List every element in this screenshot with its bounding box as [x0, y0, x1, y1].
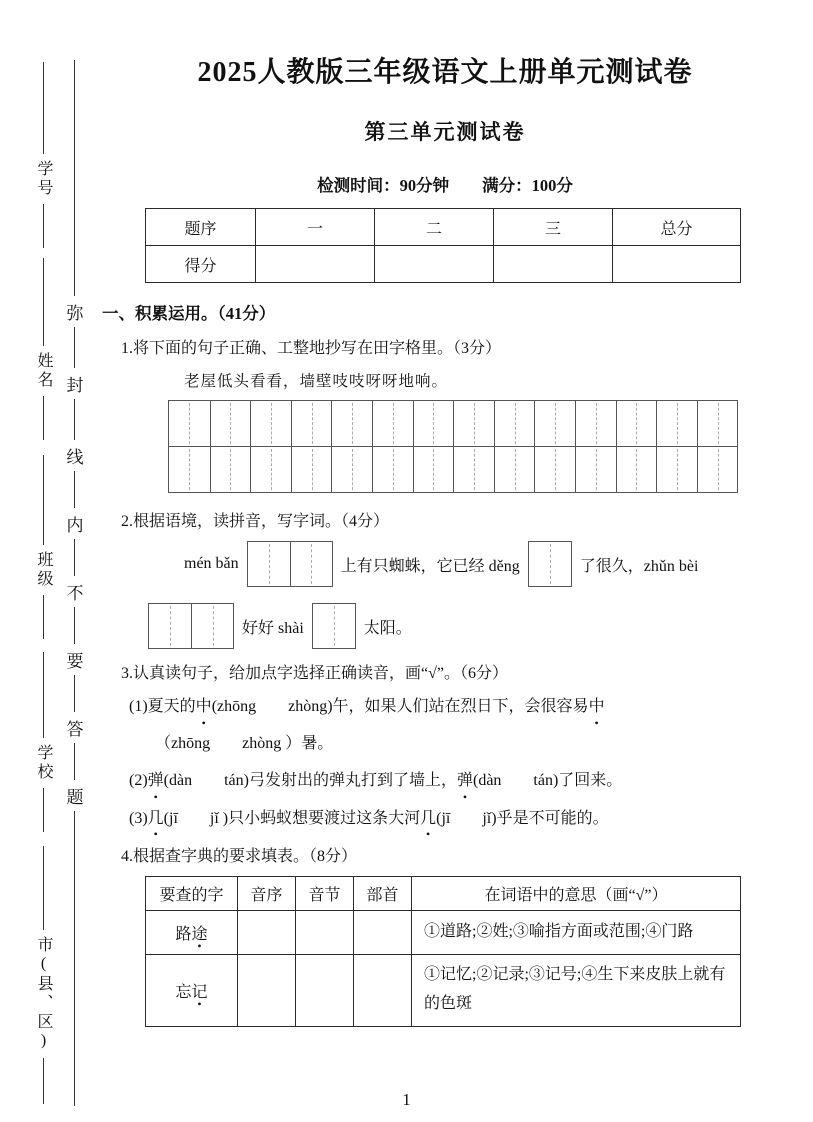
seal-label-name: 姓名 [35, 352, 52, 390]
q3-item-1-cont: （zhōng zhòng ）暑。 [155, 735, 334, 753]
q3-dotted-char: 几 [147, 809, 164, 827]
q3-text: (2) [129, 772, 148, 790]
answer-cell [248, 542, 290, 586]
score-input-cell [494, 246, 613, 283]
tian-cell [575, 401, 616, 446]
answer-cell [149, 604, 191, 648]
seal-text-char: 弥 [62, 296, 88, 327]
dict-blank-cell [296, 910, 354, 954]
dict-blank-cell [238, 954, 296, 1026]
tian-cell [372, 447, 413, 492]
q3-item-2 [129, 767, 790, 794]
q2-pinyin-menban: mén bǎn [184, 555, 239, 572]
dictionary-table [145, 876, 741, 1027]
exam-info: 检测时间：90分钟 满分：100分 [317, 176, 573, 195]
q3-text: (dàn tán)了回来。 [473, 772, 623, 790]
seal-blank-line [43, 204, 44, 248]
seal-blank-line [43, 258, 44, 346]
q3-item-3 [129, 805, 790, 832]
seal-label-city: 市(县、区) [35, 936, 52, 1052]
q3-text: (1)夏天的 [129, 698, 196, 715]
dict-table-header-row [146, 876, 741, 910]
answer-box [148, 603, 234, 649]
seal-field-student-id [32, 62, 55, 248]
tian-cell [210, 401, 251, 446]
dict-dotted-char: 途 [191, 925, 208, 943]
seal-text-char: 封 [62, 368, 88, 399]
dict-blank-cell [354, 954, 412, 1026]
answer-cell [313, 604, 355, 648]
tian-cell [372, 401, 413, 446]
tian-row [169, 446, 737, 492]
q3-dotted-char: 几 [420, 809, 437, 827]
dict-header-cell: 部首 [354, 876, 412, 910]
dict-dotted-char: 记 [191, 983, 208, 1001]
tianzige-grid [168, 400, 738, 493]
tian-cell [697, 447, 738, 492]
tian-cell [453, 447, 494, 492]
seal-blank-line [43, 62, 44, 154]
tian-row [169, 401, 737, 446]
q3-dotted-char: 弹 [456, 772, 473, 790]
section-1-heading: 一、积累运用。（41分） [102, 304, 276, 323]
tian-cell [413, 401, 454, 446]
dict-row-lutu [146, 910, 741, 954]
seal-label-student-id: 学号 [35, 160, 52, 198]
q3-text: (jī jǐ )只小蚂蚁想要渡过这条大河 [163, 809, 421, 827]
seal-text-char: 答 [62, 712, 88, 743]
dict-row-wangji [146, 954, 741, 1026]
dict-meaning-cell: ①记忆;②记录;③记号;④生下来皮肤上就有的色斑 [412, 954, 741, 1026]
q2-line-2 [148, 603, 790, 649]
q2-text-3: 好好 shài [242, 619, 304, 637]
score-header-cell: 二 [375, 209, 494, 246]
dict-header-cell: 音节 [296, 876, 354, 910]
seal-text-char: 线 [62, 440, 88, 471]
answer-cell [191, 604, 233, 648]
seal-field-school [32, 652, 55, 832]
tian-cell [534, 401, 575, 446]
q1-sentence: 老屋低头看看，墙壁吱吱呀呀地响。 [184, 373, 449, 390]
q2-line-1 [184, 541, 790, 587]
dict-header-cell: 在词语中的意思（画“√”） [412, 876, 741, 910]
q4-prompt: 4.根据查字典的要求填表。（8分） [121, 847, 358, 865]
score-row-label: 得分 [146, 246, 256, 283]
tian-cell [656, 401, 697, 446]
seal-label-school: 学校 [35, 744, 52, 782]
q3-text: (3) [129, 809, 148, 827]
score-input-cell [256, 246, 375, 283]
q3-item-1 [129, 693, 790, 720]
tian-cell [697, 401, 738, 446]
q3-dotted-char: 弹 [147, 772, 164, 790]
tian-cell [453, 401, 494, 446]
tian-cell [210, 447, 251, 492]
seal-field-class [32, 455, 55, 639]
tian-cell [575, 447, 616, 492]
page-title: 2025人教版三年级语文上册单元测试卷 [197, 57, 693, 88]
score-header-cell: 题序 [146, 209, 256, 246]
content [100, 0, 790, 1027]
seal-blank-line [43, 396, 44, 440]
q3-prompt: 3.认真读句子，给加点字选择正确读音，画“√”。（6分） [121, 665, 508, 682]
dict-header-cell: 音序 [238, 876, 296, 910]
dict-header-cell: 要查的字 [146, 876, 238, 910]
q3-text: (zhōng zhòng)午，如果人们站在烈日下，会很容易 [211, 698, 589, 715]
dict-word-cell [146, 954, 238, 1026]
seal-blank-line [43, 595, 44, 639]
dict-word-char: 路 [175, 925, 192, 943]
q2-text-2: 了很久，zhǔn bèi [579, 557, 699, 575]
tian-cell [656, 447, 697, 492]
q2-prompt: 2.根据语境，读拼音，写字词。（4分） [121, 513, 390, 530]
dict-blank-cell [238, 910, 296, 954]
q3-dotted-char: 中 [195, 698, 212, 715]
q3-text: (dàn tán)弓发射出的弹丸打到了墙上， [163, 772, 457, 790]
tian-cell [534, 447, 575, 492]
score-input-cell [613, 246, 741, 283]
score-header-cell: 总分 [613, 209, 741, 246]
tian-cell [331, 401, 372, 446]
seal-field-name [32, 258, 55, 440]
page-number: 1 [402, 1090, 411, 1109]
seal-field-city [32, 846, 55, 1104]
score-table-score-row [146, 246, 741, 283]
seal-blank-line [43, 652, 44, 738]
seal-text-char: 不 [62, 576, 88, 607]
tian-cell [494, 447, 535, 492]
tian-cell [331, 447, 372, 492]
score-header-cell: 一 [256, 209, 375, 246]
dict-word-char: 忘 [175, 983, 192, 1001]
score-header-cell: 三 [494, 209, 613, 246]
score-table [145, 208, 741, 283]
answer-cell [290, 542, 332, 586]
answer-box [247, 541, 333, 587]
seal-blank-line [43, 846, 44, 930]
tian-cell [616, 401, 657, 446]
seal-blank-line [43, 788, 44, 832]
q2-text-1: 上有只蜘蛛，它已经 děng [340, 557, 520, 575]
dict-meaning-cell: ①道路;②姓;③喻指方面或范围;④门路 [412, 910, 741, 954]
q2-text-4: 太阳。 [363, 619, 412, 637]
q1-prompt: 1.将下面的句子正确、工整地抄写在田字格里。（3分） [121, 340, 502, 357]
tian-cell [291, 447, 332, 492]
seal-text-char: 题 [62, 780, 88, 811]
score-input-cell [375, 246, 494, 283]
seal-text-char: 要 [62, 644, 88, 675]
seal-label-class: 班级 [35, 551, 52, 589]
dict-blank-cell [296, 954, 354, 1026]
score-table-header-row [146, 209, 741, 246]
tian-cell [250, 447, 291, 492]
answer-box [312, 603, 356, 649]
dict-blank-cell [354, 910, 412, 954]
tian-cell [169, 401, 210, 446]
tian-cell [494, 401, 535, 446]
tian-cell [291, 401, 332, 446]
unit-title: 第三单元测试卷 [364, 120, 526, 144]
answer-cell [529, 542, 571, 586]
tian-cell [250, 401, 291, 446]
seal-text-char: 内 [62, 508, 88, 539]
answer-box [528, 541, 572, 587]
tian-cell [169, 447, 210, 492]
q3-dotted-char: 中 [588, 698, 605, 715]
tian-cell [616, 447, 657, 492]
q3-text: (jī jǐ)乎是不可能的。 [436, 809, 609, 827]
seal-blank-line [43, 455, 44, 545]
tian-cell [413, 447, 454, 492]
dict-word-cell [146, 910, 238, 954]
